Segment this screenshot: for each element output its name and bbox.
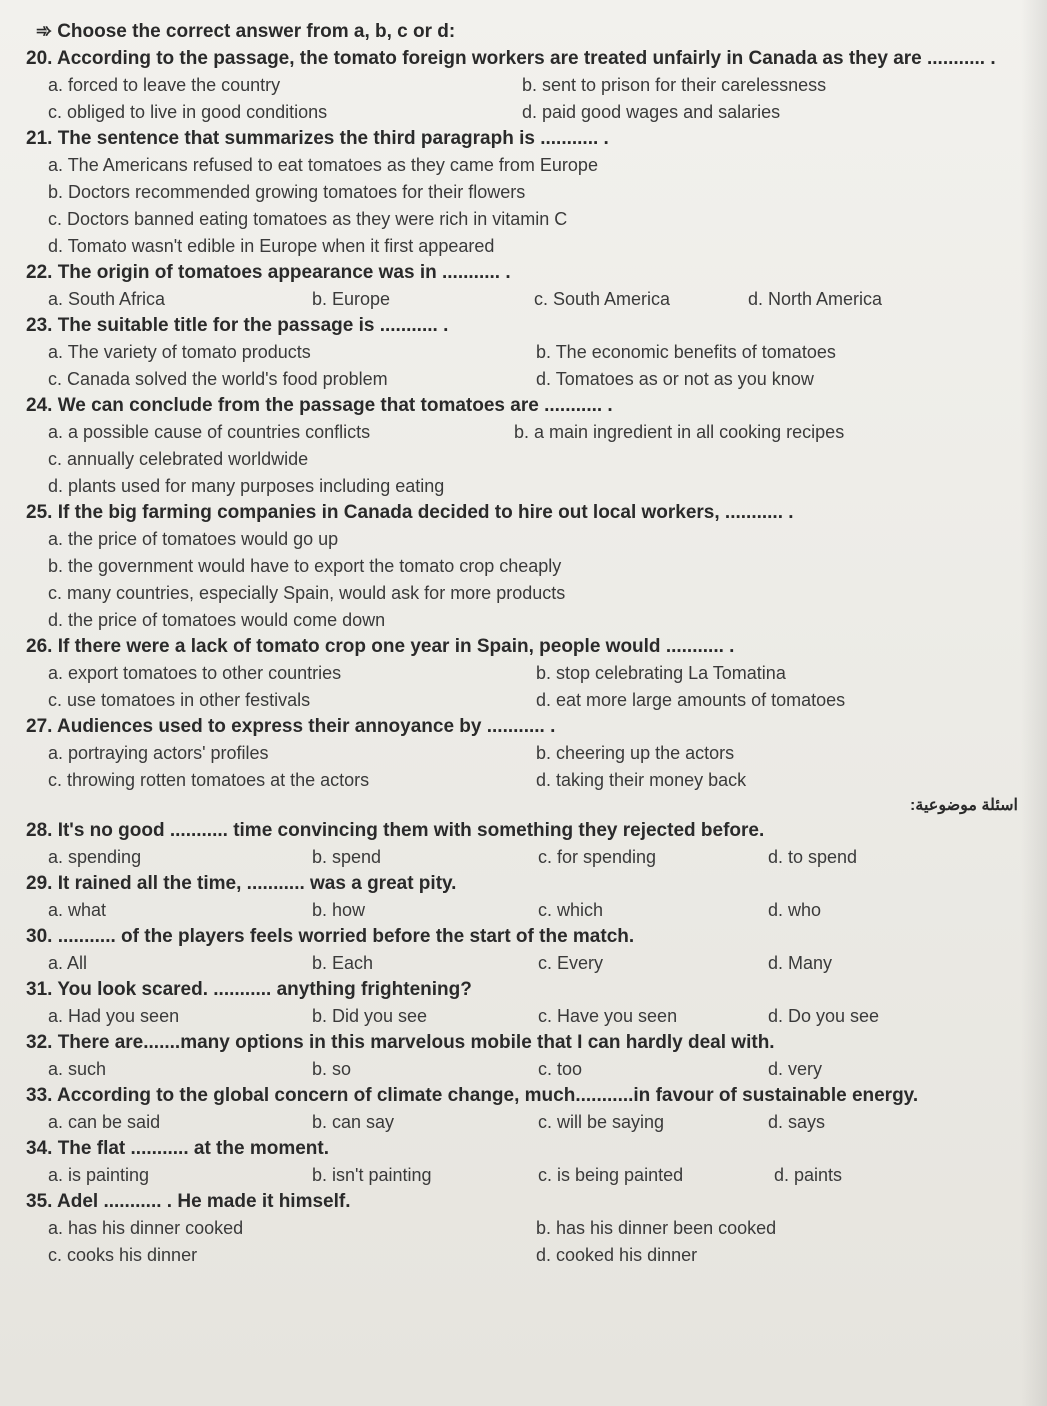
option-b[interactable]: b. cheering up the actors [536, 743, 735, 763]
option-c[interactable]: c. use tomatoes in other festivals [48, 690, 311, 710]
options-row [26, 897, 1026, 924]
options-row [26, 179, 1026, 206]
option-a[interactable]: a. portraying actors' profiles [48, 743, 269, 763]
option-a[interactable]: a. export tomatoes to other countries [48, 663, 342, 683]
options-row [26, 1109, 1026, 1136]
question-text: 25. If the big farming companies in Canada decided to hire out local workers, ........... . [26, 502, 794, 523]
instructions-text: Choose the correct answer from a, b, c or d: [57, 21, 456, 42]
question-text: 23. The suitable title for the passage is ........... . [26, 315, 449, 336]
option-d[interactable]: d. the price of tomatoes would come down [48, 610, 386, 630]
option-d[interactable]: d. Do you see [768, 1006, 880, 1026]
option-d[interactable]: d. Many [768, 953, 833, 973]
option-c[interactable]: c. many countries, especially Spain, would ask for more products [48, 583, 566, 603]
question-text: 22. The origin of tomatoes appearance was in ........... . [26, 262, 511, 283]
option-d[interactable]: d. cooked his dinner [536, 1245, 698, 1265]
options-row [26, 152, 1026, 179]
option-b[interactable]: b. Each [312, 953, 374, 973]
question-34 [26, 1136, 1026, 1162]
question-text: 24. We can conclude from the passage that tomatoes are ........... . [26, 395, 613, 416]
option-c[interactable]: c. is being painted [538, 1165, 684, 1185]
question-35 [26, 1189, 1026, 1215]
options-row [26, 72, 1026, 99]
question-25 [26, 500, 1026, 526]
question-text: 20. According to the passage, the tomato foreign workers are treated unfairly in Canada as they are ........... . [26, 48, 996, 69]
options-row [26, 1242, 1026, 1269]
option-c[interactable]: c. which [538, 900, 604, 920]
question-20 [26, 46, 1026, 72]
option-a[interactable]: a. South Africa [48, 289, 166, 309]
options-row [26, 740, 1026, 767]
option-a[interactable]: a. what [48, 900, 107, 920]
option-d[interactable]: d. who [768, 900, 822, 920]
option-c[interactable]: c. for spending [538, 847, 657, 867]
options-row [26, 419, 1026, 446]
options-row [26, 1215, 1026, 1242]
option-c[interactable]: c. cooks his dinner [48, 1245, 198, 1265]
option-b[interactable]: b. Did you see [312, 1006, 428, 1026]
question-text: 33. According to the global concern of climate change, much...........in favour of sustainable energy. [26, 1085, 919, 1106]
question-26 [26, 634, 1026, 660]
option-b[interactable]: b. how [312, 900, 366, 920]
option-b[interactable]: b. Doctors recommended growing tomatoes for their flowers [48, 182, 526, 202]
options-row [26, 526, 1026, 553]
option-b[interactable]: b. can say [312, 1112, 395, 1132]
option-a[interactable]: a. spending [48, 847, 142, 867]
option-b[interactable]: b. a main ingredient in all cooking recipes [514, 422, 845, 442]
option-a[interactable]: a. The variety of tomato products [48, 342, 311, 362]
question-list [26, 18, 1026, 1269]
options-row [26, 660, 1026, 687]
option-d[interactable]: d. paid good wages and salaries [522, 102, 781, 122]
option-b[interactable]: b. Europe [312, 289, 391, 309]
instructions-heading [36, 18, 1026, 46]
bullet-icon: ➾ [36, 21, 58, 42]
option-d[interactable]: d. plants used for many purposes including eating [48, 476, 445, 496]
option-a[interactable]: a. Had you seen [48, 1006, 180, 1026]
option-a[interactable]: a. is painting [48, 1165, 150, 1185]
options-row [26, 206, 1026, 233]
options-row [26, 553, 1026, 580]
option-d[interactable]: d. says [768, 1112, 826, 1132]
question-27 [26, 714, 1026, 740]
options-row [26, 767, 1026, 794]
option-c[interactable]: c. Every [538, 953, 604, 973]
option-a[interactable]: a. has his dinner cooked [48, 1218, 244, 1238]
option-a[interactable]: a. a possible cause of countries conflicts [48, 422, 371, 442]
question-text: 21. The sentence that summarizes the third paragraph is ........... . [26, 128, 609, 149]
section-heading-arabic: اسئلة موضوعية: [910, 797, 1018, 814]
question-28 [26, 818, 1026, 844]
options-row [26, 1056, 1026, 1083]
option-a[interactable]: a. All [48, 953, 88, 973]
option-c[interactable]: c. Canada solved the world's food problem [48, 369, 388, 389]
question-30 [26, 924, 1026, 950]
option-a[interactable]: a. the price of tomatoes would go up [48, 529, 339, 549]
options-row [26, 473, 1026, 500]
option-b[interactable]: b. sent to prison for their carelessness [522, 75, 827, 95]
option-d[interactable]: d. very [768, 1059, 823, 1079]
question-29 [26, 871, 1026, 897]
options-row [26, 1003, 1026, 1030]
option-a[interactable]: a. The Americans refused to eat tomatoes as they came from Europe [48, 155, 598, 175]
option-d[interactable]: d. eat more large amounts of tomatoes [536, 690, 846, 710]
options-row [26, 580, 1026, 607]
question-text: 30. ........... of the players feels worried before the start of the match. [26, 926, 635, 947]
question-31 [26, 977, 1026, 1003]
option-c[interactable]: c. Doctors banned eating tomatoes as they were rich in vitamin C [48, 209, 568, 229]
options-row [26, 1162, 1026, 1189]
question-text: 28. It's no good ........... time convincing them with something they rejected before. [26, 820, 765, 841]
options-row [26, 844, 1026, 871]
options-row [26, 446, 1026, 473]
option-a[interactable]: a. such [48, 1059, 107, 1079]
option-d[interactable]: d. taking their money back [536, 770, 747, 790]
question-text: 29. It rained all the time, ........... was a great pity. [26, 873, 457, 894]
option-c[interactable]: c. will be saying [538, 1112, 665, 1132]
question-32 [26, 1030, 1026, 1056]
option-c[interactable]: c. obliged to live in good conditions [48, 102, 328, 122]
option-b[interactable]: b. has his dinner been cooked [536, 1218, 777, 1238]
question-text: 35. Adel ........... . He made it himself. [26, 1191, 351, 1212]
option-d[interactable]: d. Tomato wasn't edible in Europe when it first appeared [48, 236, 495, 256]
options-row [26, 286, 1026, 313]
option-c[interactable]: c. Have you seen [538, 1006, 678, 1026]
option-b[interactable]: b. stop celebrating La Tomatina [536, 663, 786, 683]
question-22 [26, 260, 1026, 286]
question-text: 31. You look scared. ........... anything frightening? [26, 979, 472, 1000]
option-b[interactable]: b. isn't painting [312, 1165, 432, 1185]
option-c[interactable]: c. South America [534, 289, 671, 309]
option-b[interactable]: b. so [312, 1059, 352, 1079]
option-c[interactable]: c. annually celebrated worldwide [48, 449, 309, 469]
question-23 [26, 313, 1026, 339]
question-text: 26. If there were a lack of tomato crop one year in Spain, people would ........... . [26, 636, 735, 657]
question-text: 27. Audiences used to express their annoyance by ........... . [26, 716, 556, 737]
option-a[interactable]: a. can be said [48, 1112, 161, 1132]
question-24 [26, 393, 1026, 419]
option-a[interactable]: a. forced to leave the country [48, 75, 281, 95]
question-text: 32. There are.......many options in this marvelous mobile that I can hardly deal with. [26, 1032, 775, 1053]
option-c[interactable]: c. too [538, 1059, 583, 1079]
option-d[interactable]: d. Tomatoes as or not as you know [536, 369, 814, 389]
option-d[interactable]: d. to spend [768, 847, 858, 867]
options-row [26, 366, 1026, 393]
option-d[interactable]: d. paints [774, 1165, 843, 1185]
option-c[interactable]: c. throwing rotten tomatoes at the actors [48, 770, 370, 790]
options-row [26, 687, 1026, 714]
options-row [26, 607, 1026, 634]
option-d[interactable]: d. North America [748, 289, 883, 309]
question-33 [26, 1083, 1026, 1109]
option-b[interactable]: b. The economic benefits of tomatoes [536, 342, 836, 362]
options-row [26, 339, 1026, 366]
options-row [26, 99, 1026, 126]
options-row [26, 233, 1026, 260]
option-b[interactable]: b. spend [312, 847, 382, 867]
option-b[interactable]: b. the government would have to export the tomato crop cheaply [48, 556, 562, 576]
question-21 [26, 126, 1026, 152]
options-row [26, 950, 1026, 977]
question-text: 34. The flat ........... at the moment. [26, 1138, 329, 1159]
